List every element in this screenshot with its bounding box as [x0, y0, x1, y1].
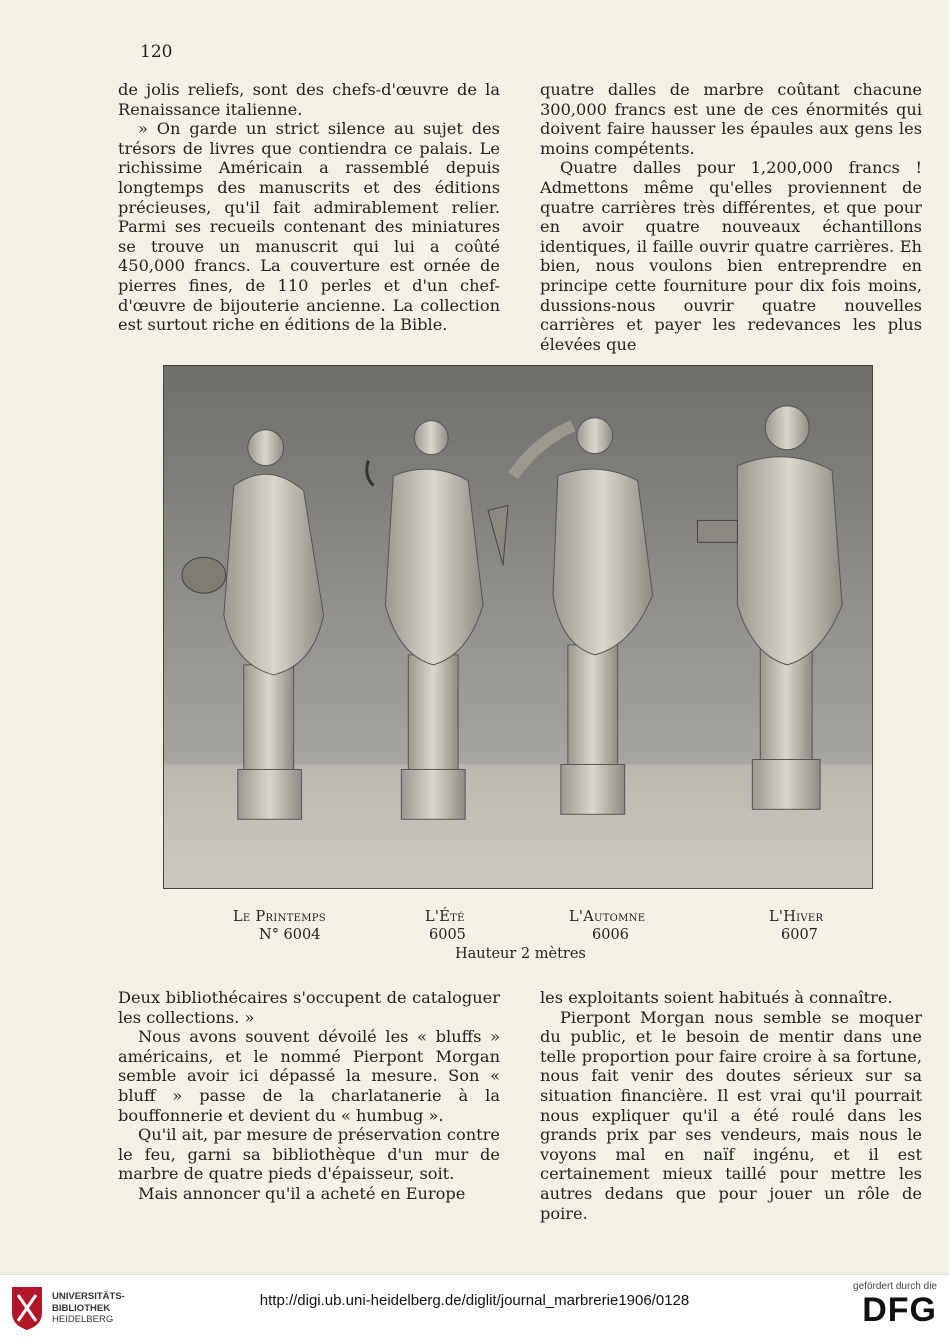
paragraph: les exploitants soient habitués à connaître. — [540, 988, 893, 1007]
paragraph: Qu'il ait, par mesure de préservation contre le feu, garni sa bibliothèque d'un mur de marbre de quatre pieds d'épaisseur, soit. — [118, 1125, 500, 1184]
page-number: 120 — [140, 42, 173, 62]
caption-numbers — [163, 926, 873, 944]
height-note: Hauteur 2 mètres — [455, 946, 586, 962]
paragraph: de jolis reliefs, sont des chefs-d'œuvre de la Renaissance italienne. — [118, 80, 500, 119]
paragraph: Mais annoncer qu'il a acheté en Europe — [138, 1183, 466, 1203]
dfg-logo: DFG — [862, 1291, 937, 1329]
caption-title: L'Hiver — [769, 909, 824, 925]
left-column-bottom — [118, 988, 500, 1204]
paragraph: quatre dalles de marbre coûtant chacune 300,000 francs est une de ces énormités qui doivent faire hausser les épaules aux gens les moins compétents. — [540, 80, 922, 158]
paragraph: Nous avons souvent dévoilé les « bluffs » américains, et le nommé Pierpont Morgan semble avoir ici dépassé la mesure. Son « bluff » passe de la charlatanerie à la bouffonnerie et devient du « humbug ». — [118, 1027, 500, 1125]
statue-winter — [697, 406, 842, 809]
figure-captions — [163, 908, 873, 944]
sponsor-note: gefördert durch die — [853, 1281, 937, 1292]
library-name: UNIVERSITÄTS- BIBLIOTHEK HEIDELBERG — [52, 1291, 125, 1325]
caption-number: N° 6004 — [259, 927, 321, 943]
left-column-top — [118, 80, 500, 335]
statue-summer — [367, 421, 508, 819]
right-column-top — [540, 80, 922, 354]
caption-titles — [163, 908, 873, 926]
sponsor-logo[interactable] — [827, 1281, 937, 1328]
caption-number: 6005 — [429, 927, 466, 943]
caption-number: 6006 — [592, 927, 629, 943]
caption-title: L'Automne — [569, 909, 646, 925]
paragraph: » On garde un strict silence au sujet des trésors de livres que contiendra ce palais. Le richissime Américain a rassemblé depuis longtemps des manuscrits et des éditions précieuses, qu'il fait admirablement relier. Parmi ses recueils contenant des miniatures se trouve un manuscrit qui lui a coûté 450,000 francs. La couverture est ornée de pierres fines, de 110 perles et d'un chef-d'œuvre de bijouterie ancienne. La collection est surtout riche en éditions de la Bible. — [118, 119, 500, 335]
statues-illustration — [164, 366, 872, 888]
caption-title: L'Été — [425, 909, 465, 925]
caption-title: Le Printemps — [233, 909, 326, 925]
paragraph: Quatre dalles pour 1,200,000 francs ! Admettons même qu'elles proviennent de quatre carrières très différentes, et que pour en avoir quatre nouveaux échantillons identiques, il faille ouvrir quatre carrières. Eh bien, nous voulons bien entreprendre en principe cette fourniture pour dix fois moins, dussions-nous ouvrir quatre nouvelles carrières et payer les redevances les plus élevées que — [540, 158, 922, 354]
paragraph: Deux bibliothécaires s'occupent de cataloguer les collections. » — [118, 988, 500, 1027]
right-column-bottom — [540, 988, 922, 1223]
statue-spring — [182, 430, 324, 820]
statues-photograph — [163, 365, 873, 889]
caption-number: 6007 — [781, 927, 818, 943]
statue-autumn — [513, 418, 653, 814]
footer-bar — [0, 1274, 949, 1341]
paragraph: Pierpont Morgan nous semble se moquer du public, et le besoin de mentir dans une telle proportion pour faire croire à sa fortune, nous fait venir des doutes sérieux sur sa situation financière. Il est vrai qu'il pourrait nous expliquer qu'il a été roulé dans les grands prix par ses vendeurs, mais nous le voyons mal en naïf ingénu, et il est certainement mieux taillé pour mettre les autres dedans que pour jouer un rôle de poire. — [540, 1007, 922, 1223]
source-url-link[interactable]: http://digi.ub.uni-heidelberg.de/diglit/journal_marbrerie1906/0128 — [259, 1292, 690, 1309]
